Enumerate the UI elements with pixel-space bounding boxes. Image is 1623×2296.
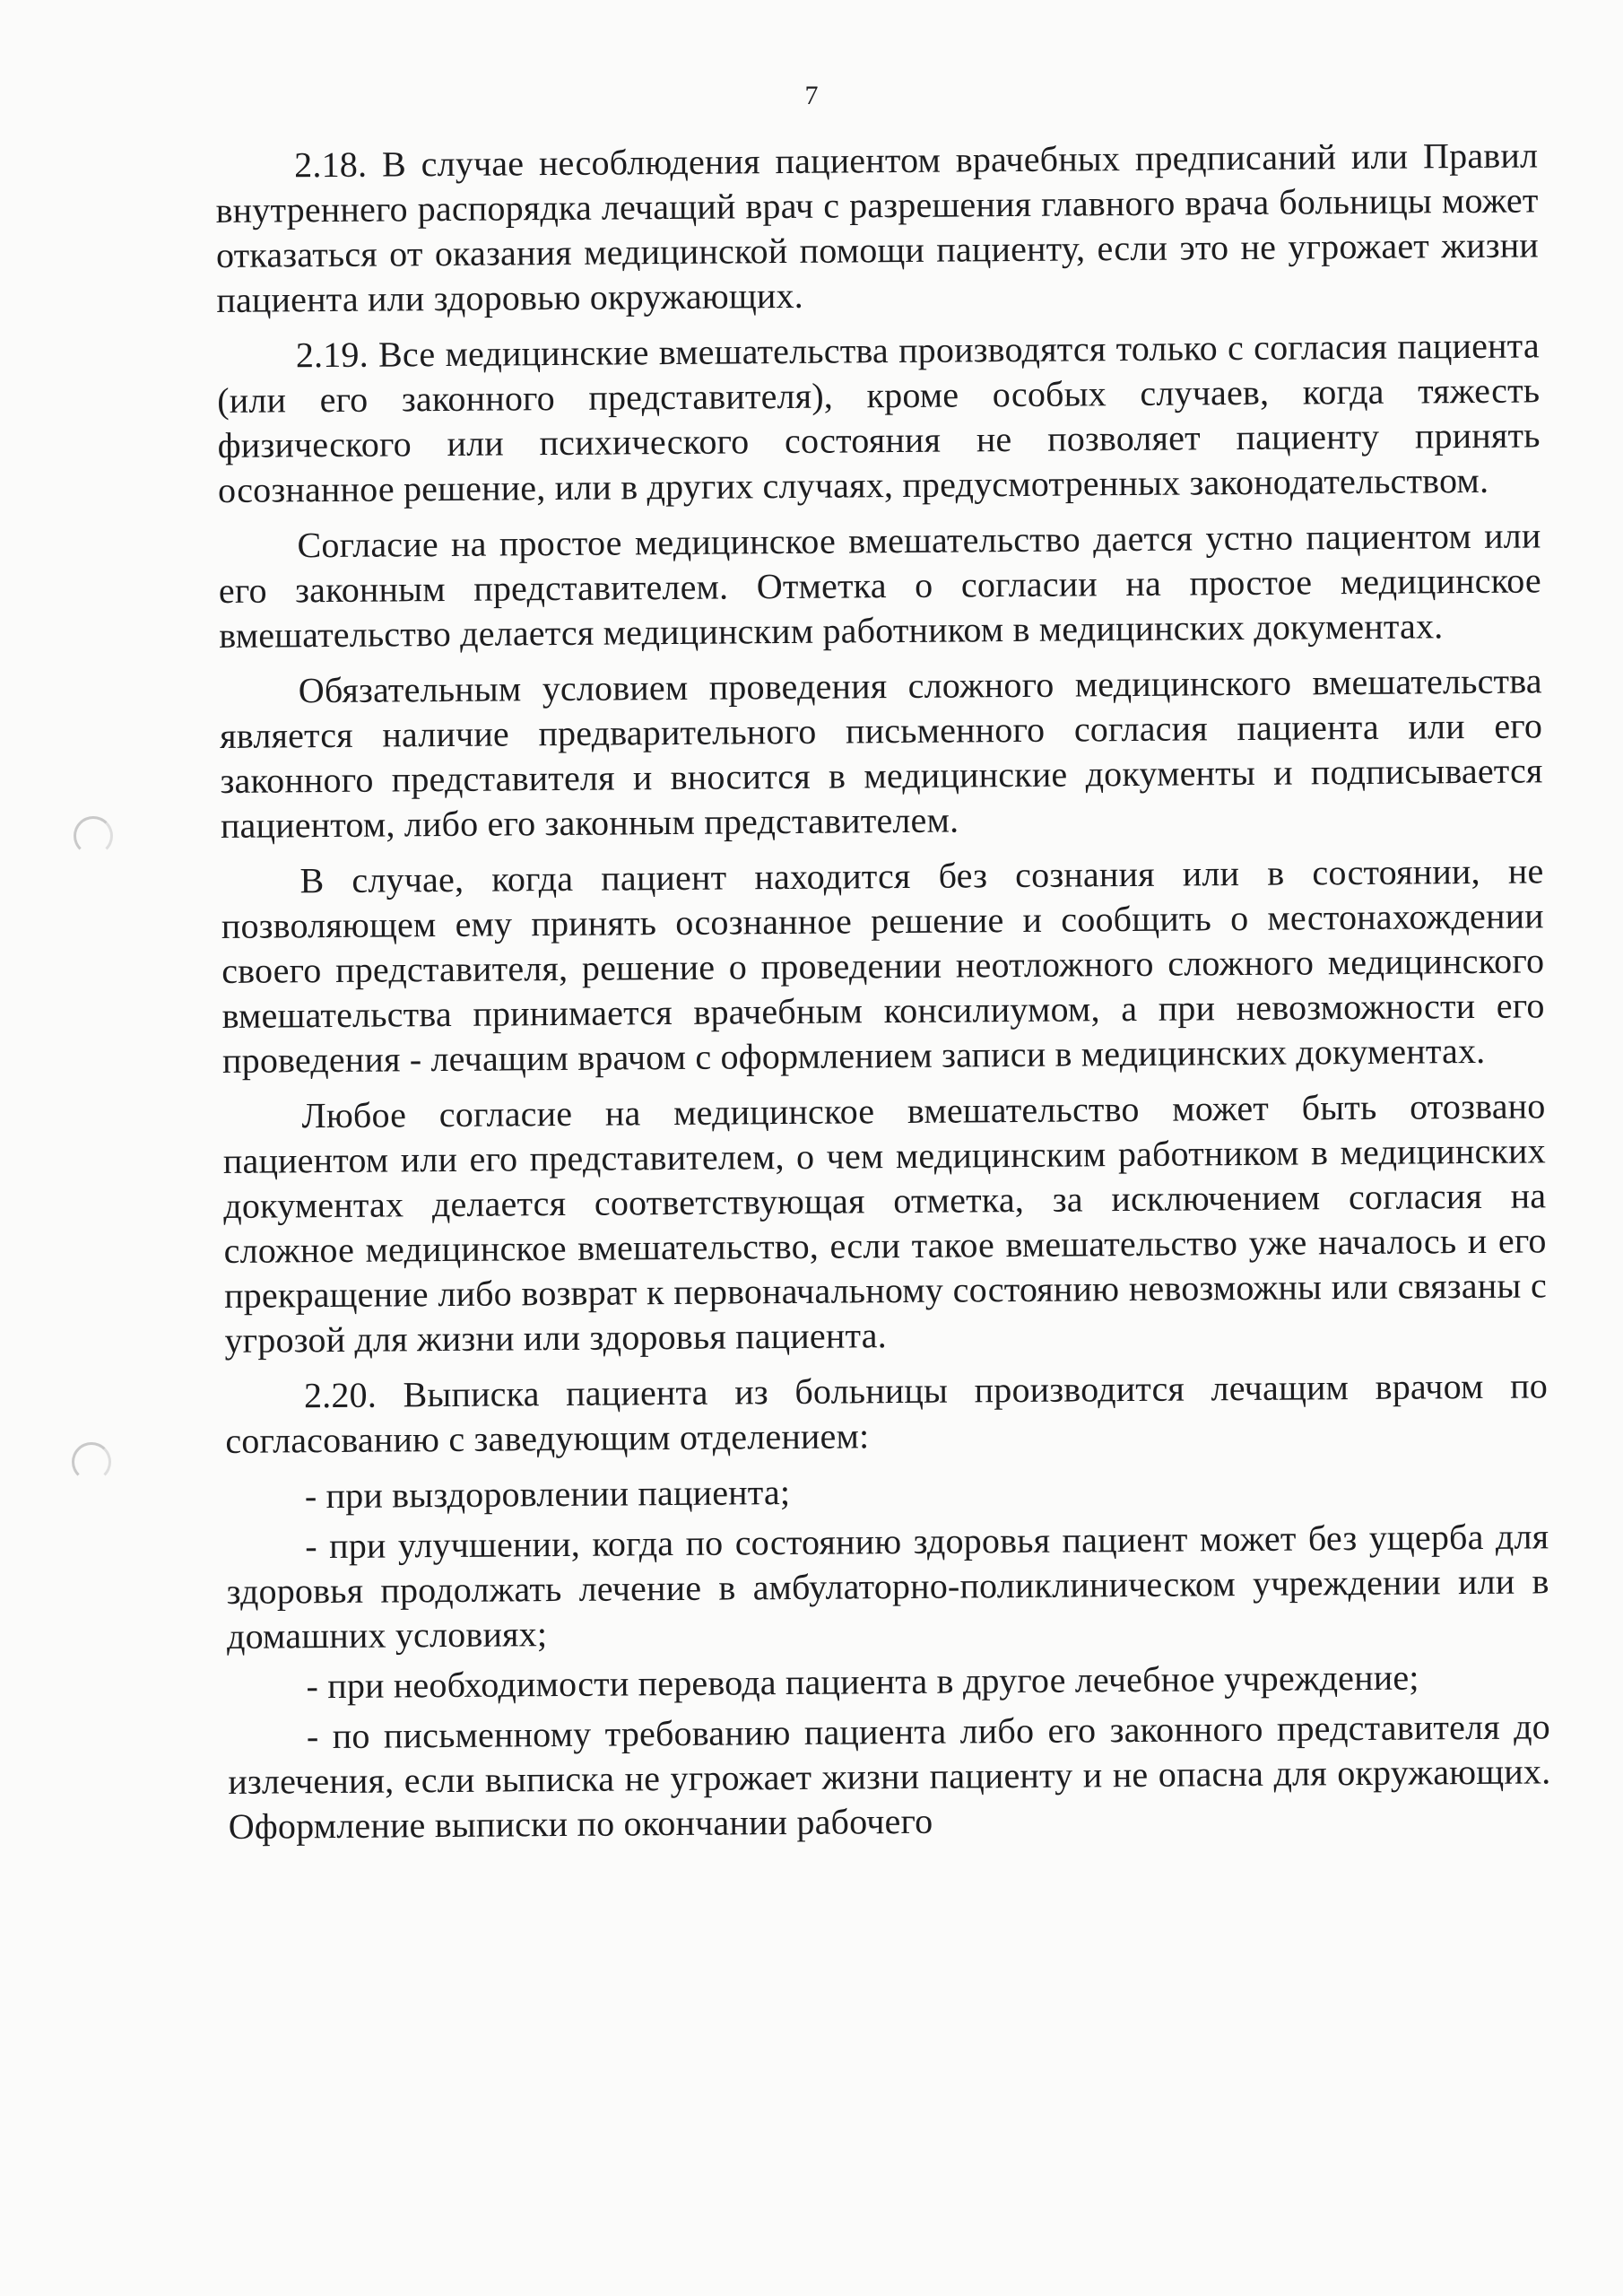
paragraph-complex-consent: Обязательным условием проведения сложного медицинского вмешательства является наличие предварительного письменного согласия пациента или его законного представителя и вносится в медицинские документы и подписывается пациентом, либо его законным представителем. bbox=[220, 660, 1543, 846]
punch-hole-mark bbox=[74, 816, 113, 856]
paragraph-2-20: 2.20. Выписка пациента из больницы производится лечащим врачом по согласованию с заведующим отделением: bbox=[225, 1365, 1549, 1461]
punch-hole-mark bbox=[72, 1442, 111, 1482]
paragraph-unconscious-patient: В случае, когда пациент находится без сознания или в состоянии, не позволяющем ему принять осознанное решение и сообщить о местонахождении своего представителя, решение о проведении неотложного сложного медицинского вмешательства принимается врачебным консилиумом, а при невозможности его проведения - лечащим врачом с оформлением записи в медицинских документах. bbox=[221, 850, 1545, 1081]
list-item-recovery: - при выздоровлении пациента; bbox=[304, 1472, 791, 1517]
list-item-written-request: - по письменному требованию пациента либо его законного представителя до излечения, если выписка не угрожает жизни пациенту и не опасна для окружающих. Оформление выписки по окончании рабочего bbox=[228, 1706, 1551, 1847]
document-body bbox=[215, 133, 1551, 1855]
paragraph-consent-withdrawal: Любое согласие на медицинское вмешательство может быть отозвано пациентом или его представителем, о чем медицинским работником в медицинских документах делается соответствующая отметка, за исключением согласия на сложное медицинское вмешательство, если такое вмешательство уже началось и его прекращение либо возврат к первоначальному состоянию невозможны или связаны с угрозой для жизни или здоровья пациента. bbox=[222, 1085, 1548, 1361]
paragraph-2-19: 2.19. Все медицинские вмешательства производятся только с согласия пациента (или его законного представителя), кроме особых случаев, когда тяжесть физического или психического состояния не позволяет пациенту принять осознанное решение, или в других случаях, предусмотренных законодательством. bbox=[217, 325, 1541, 510]
paragraph-2-18: 2.18. В случае несоблюдения пациентом врачебных предписаний или Правил внутреннего распорядка лечащий врач с разрешения главного врача больницы может отказаться от оказания медицинской помощи пациенту, если это не угрожает жизни пациента или здоровью окружающих. bbox=[215, 135, 1540, 320]
page-number: 7 bbox=[804, 81, 819, 110]
list-item-improvement: - при улучшении, когда по состоянию здоровья пациент может без ущерба для здоровья продолжать лечение в амбулаторно-поликлиническом учреждении или в домашних условиях; bbox=[226, 1516, 1549, 1657]
list-item-transfer: - при необходимости перевода пациента в другое лечебное учреждение; bbox=[306, 1657, 1419, 1707]
paragraph-simple-consent: Согласие на простое медицинское вмешательство дается устно пациентом или его законным представителем. Отметка о согласии на простое медицинское вмешательство делается медицинским работником в медицинских документах. bbox=[218, 515, 1542, 656]
